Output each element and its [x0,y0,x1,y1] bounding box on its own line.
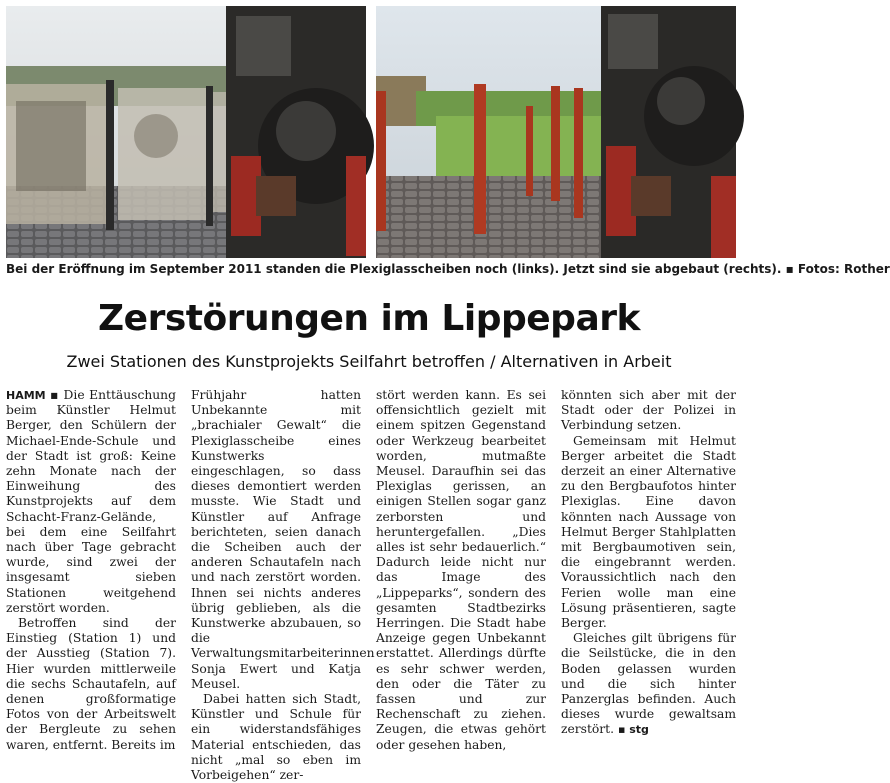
photo-right [376,6,736,258]
author-signature: ▪ stg [617,723,649,737]
photo-caption: Bei der Eröffnung im September 2011 standen die Plexiglasscheiben noch (links). Jetzt sind sie abgebaut (rechts). ▪ Fotos: Rother [6,262,890,276]
paragraph-text: ▪ Die Enttäuschung beim Künstler Helmut Berger, den Schülern der Michael-Ende-Schule und der Stadt ist groß: Keine zehn Monate nach der Einweihung des Kunstprojekts auf dem Schacht-Franz-Gelände, bei dem eine Seilfahrt nach über Tage gebracht wurde, sind zwei der insgesamt sieben Stationen weitgehend zerstört worden. [6,388,176,615]
article-column-1 [6,388,176,753]
photo-left [6,6,366,258]
article-paragraph [561,631,736,737]
dateline: HAMM [6,389,46,402]
article-column-4 [561,388,736,738]
article-paragraph [6,388,176,616]
article-column-2 [191,388,375,783]
headline: Zerstörungen im Lippepark [98,298,640,339]
paragraph-text: Gleiches gilt übrigens für die Seilstücke, die in den Boden gelassen wurden und die sich hinter Panzerglas befinden. Auch dieses wurde gewaltsam zerstört. [561,631,736,737]
article-paragraph: Gemeinsam mit Helmut Berger arbeitet die Stadt derzeit an einer Alternative zu den Bergbaufotos hinter Plexiglas. Eine davon könnten nach Aussage von Helmut Berger Stahlplatten mit Bergbaumotiven sein, die eingebrannt werden. Voraussichtlich nach den Ferien wolle man eine Lösung präsentieren, sagte Berger. [561,433,736,631]
article-paragraph: könnten sich aber mit der Stadt oder der Polizei in Verbindung setzen. [561,388,736,433]
article-column-3 [376,388,546,753]
subheadline: Zwei Stationen des Kunstprojekts Seilfahrt betroffen / Alternativen in Arbeit [66,352,672,371]
article-paragraph: Frühjahr hatten Unbekannte mit „brachialer Gewalt“ die Plexiglasscheibe eines Kunstwerks eingeschlagen, so dass dieses demontiert werden musste. Wie Stadt und Künstler auf Anfrage berichteten, seien danach die Scheiben auch der anderen Schautafeln nach und nach zerstört worden. Ihnen sei nichts anderes übrig geblieben, als die Kunstwerke abzubauen, so die Verwaltungsmitarbeiterinnen Sonja Ewert und Katja Meusel. [191,388,375,691]
article-paragraph: Dabei hatten sich Stadt, Künstler und Schule für ein widerstandsfähiges Material entschieden, das nicht „mal so eben im Vorbeigehen“ zer- [191,692,361,783]
article-paragraph: stört werden kann. Es sei offensichtlich gezielt mit einem spitzen Gegenstand oder Werkzeug bearbeitet worden, mutmaßte Meusel. Daraufhin sei das Plexiglas gerissen, an einigen Stellen sogar ganz zerborsten und heruntergefallen. „Dies alles ist sehr bedauerlich.“ Dadurch leide nicht nur das Image des „Lippeparks“, sondern des gesamten Stadtbezirks Herringen. Die Stadt habe Anzeige gegen Unbekannt erstattet. Allerdings dürfte es sehr schwer werden, den oder die Täter zu fassen und zur Rechenschaft zu ziehen. Zeugen, die etwas gehört oder gesehen haben, [376,388,546,752]
article-paragraph: Betroffen sind der Einstieg (Station 1) und der Ausstieg (Station 7). Hier wurden mittlerweile die sechs Schautafeln, auf denen großformatige Fotos von der Arbeitswelt der Bergleute zu sehen waren, entfernt. Bereits im [6,616,176,752]
